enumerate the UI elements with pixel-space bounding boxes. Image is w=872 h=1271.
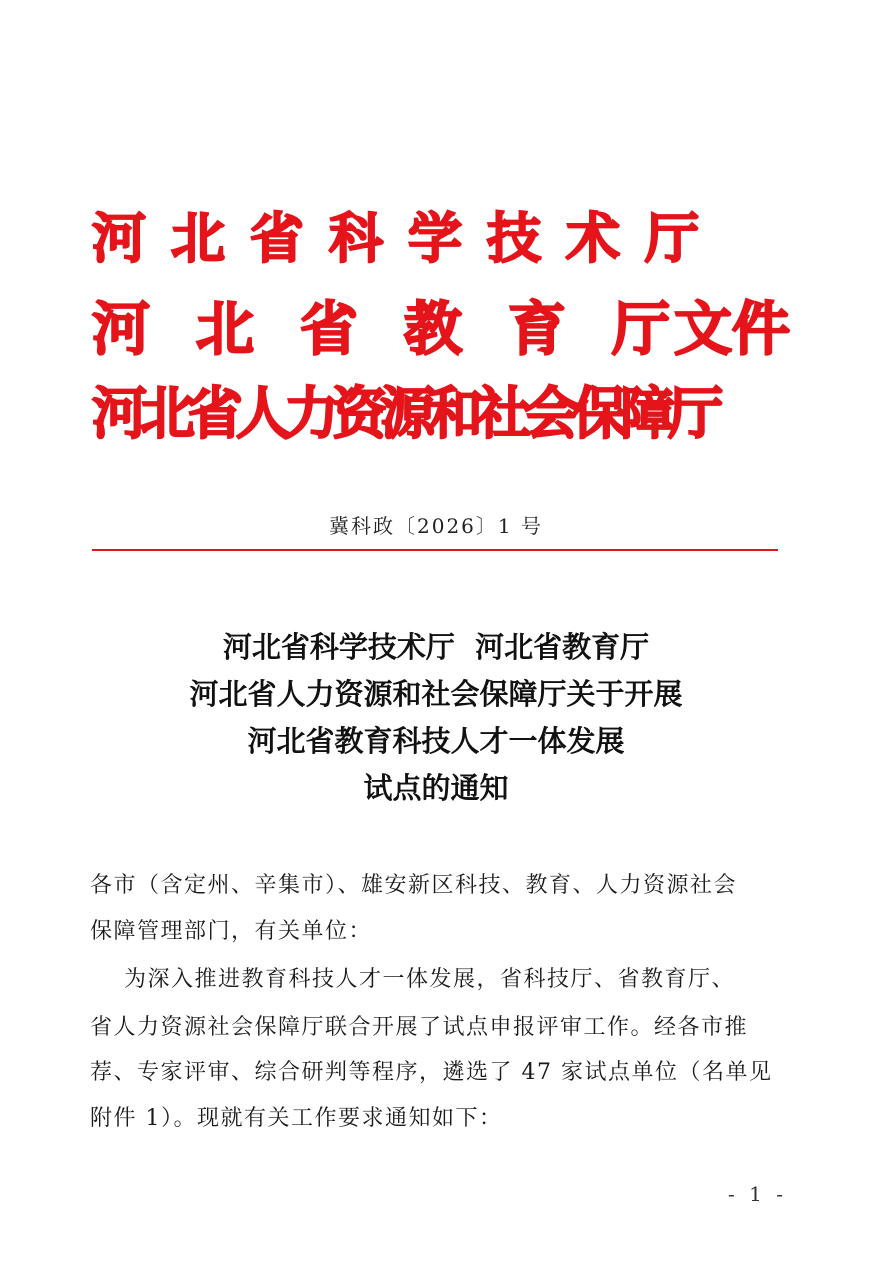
title-line: 河北省人力资源和社会保障厅关于开展 xyxy=(189,677,683,711)
body-paragraph-line: 省人力资源社会保障厅联合开展了试点申报评审工作。经各市推 xyxy=(90,1015,749,1040)
issuer-header-char: 省 xyxy=(300,295,359,363)
issuer-header-line-2 xyxy=(92,282,790,366)
issuer-header-char: 河 xyxy=(92,295,151,363)
issuer-header-char: 北 xyxy=(196,295,255,363)
title-line: 试点的通知 xyxy=(363,771,509,805)
document-number: 冀科政〔2026〕1 号 xyxy=(329,514,543,538)
document-title xyxy=(0,624,872,812)
title-line: 河北省教育科技人才一体发展 xyxy=(247,724,625,758)
issuer-header-suffix: 文件 xyxy=(674,295,791,363)
page-number: - 1 - xyxy=(728,1182,787,1206)
body-paragraph-line: 附件 1）。现就有关工作要求通知如下： xyxy=(90,1106,503,1131)
issuer-header-char: 育 xyxy=(508,295,567,363)
addressee-line: 保障管理部门，有关单位： xyxy=(90,919,373,944)
issuer-header-line-1: 河北省科学技术厅 xyxy=(92,206,724,270)
body-paragraph-line: 荐、专家评审、综合研判等程序，遴选了 47 家试点单位（名单见 xyxy=(90,1060,773,1085)
issuer-header-char: 厅 xyxy=(612,295,671,363)
header-divider xyxy=(92,549,778,551)
addressee-line: 各市（含定州、辛集市）、雄安新区科技、教育、人力资源社会 xyxy=(90,873,738,898)
body-paragraph-line: 为深入推进教育科技人才一体发展，省科技厅、省教育厅、 xyxy=(90,967,735,992)
title-line: 河北省科学技术厅 河北省教育厅 xyxy=(222,630,650,664)
issuer-header-line-3: 河北省人力资源和社会保障厅 xyxy=(92,381,717,447)
issuer-header-char: 教 xyxy=(404,295,463,363)
